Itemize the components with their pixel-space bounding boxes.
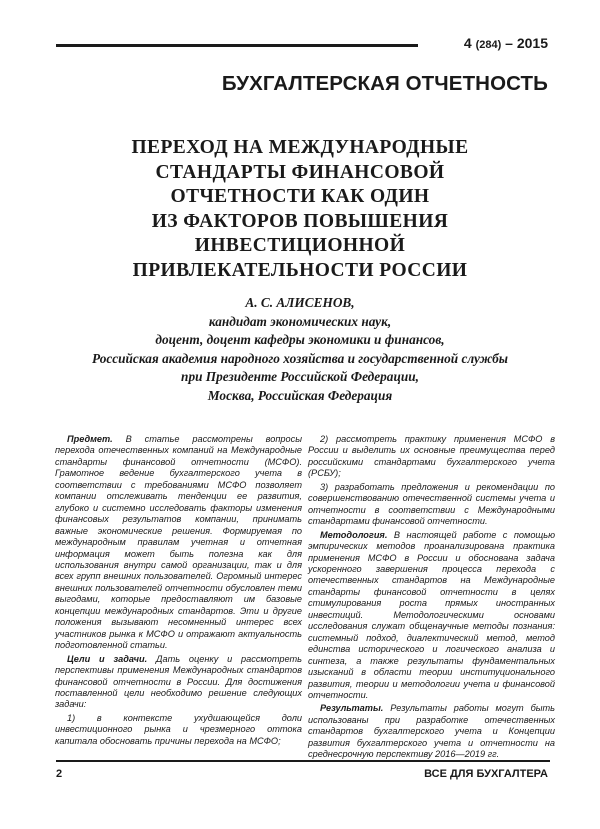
author-block — [40, 294, 560, 405]
title-line: ОТЧЕТНОСТИ КАК ОДИН — [170, 186, 430, 207]
results-label: Результаты. — [320, 703, 384, 714]
article-title — [80, 136, 520, 283]
author-name: А. С. АЛИСЕНОВ, — [245, 295, 355, 310]
author-affiliation: при Президенте Российской Федерации, — [181, 369, 419, 384]
goals-label: Цели и задачи. — [67, 653, 148, 664]
abstract-right-column — [308, 434, 555, 763]
title-line: ИЗ ФАКТОРОВ ПОВЫШЕНИЯ — [151, 210, 449, 232]
abstract-methodology: Методология. В настоящей работе с помощью эмпирических методов проанализирована практика применения МСФО в России и обоснована задача ускоренного завершения процесса перехода с отечественных стандартов на Международные стандарты финансовой отчетности в целях стимулирования роста прямых иностранных инвестиций. Методологическими основами исследования служат общенаучные методы познания: системный подход, диалектический метод, метод единства исторического и логического анализа и синтеза, а также результаты фундаментальных изысканий в области теории институционального развития, теории и методологии учета и финансовой отчетности. — [308, 529, 555, 700]
goals-item: 1) в контексте ухудшающейся доли инвестиционного рынка и чрезмерного оттока капитала обосновать причины перехода на МСФО; — [55, 712, 302, 746]
page-number: 2 — [56, 768, 63, 780]
abstract-left-column — [55, 434, 302, 749]
author-position: доцент, доцент кафедры экономики и финансов, — [155, 332, 445, 347]
journal-name: ВСЕ ДЛЯ БУХГАЛТЕРА — [424, 768, 548, 780]
section-title: БУХГАЛТЕРСКАЯ ОТЧЕТНОСТЬ — [221, 72, 548, 95]
author-affiliation: Российская академия народного хозяйства и государственной службы — [92, 350, 508, 366]
goals-item: 2) рассмотреть практику применения МСФО в России и выделить их основные преимущества перед российскими стандартами бухгалтерского учета (РСБУ); — [308, 434, 555, 479]
abstract-subject: Предмет. В статье рассмотрены вопросы перехода отечественных компаний на Международные стандарты финансовой отчетности (МСФО). Грамотное ведение бухгалтерского учета в соответствии с требованиями МСФО позволяет компании отслеживать тенденции ее развития, глубоко и системно исследовать факторы изменения финансовых результатов компании, принимать важные экономические решения. Формируемая по международным правилам учетная и отчетная информация может быть полезна как для использования внутри самой организации, так и для всех групп внешних пользователей. Огромный интерес внешних пользователей отчетности обусловлен теми выгодами, которые предоставляют им базовые концепции международных стандартов. Эти и другие положения вызывают несомненный интерес всех участников рынка к МСФО и отражают актуальность подготовленной статьи. — [55, 434, 302, 651]
goals-item: 3) разработать предложения и рекомендации по совершенствованию отечественной системы учета и отчетности в соответствии с Международными стандартами финансовой отчетности. — [308, 481, 555, 527]
header-rule — [56, 44, 418, 47]
title-line: ИНВЕСТИЦИОННОЙ — [194, 235, 406, 256]
title-line: ПЕРЕХОД НА МЕЖДУНАРОДНЫЕ — [131, 137, 469, 158]
abstract-goals: Цели и задачи. Дать оценку и рассмотреть перспективы применения Международных стандартов финансовой отчетности в России. Для достижения поставленной цели необходимо решение следующих задачи: — [55, 653, 302, 710]
footer-rule — [56, 760, 550, 762]
abstract-results: Результаты. Результаты работы могут быть использованы при разработке отечественных стандартов бухгалтерского учета и Концепции развития бухгалтерского учета и отчетности на среднесрочную перспективу 2016—2019 гг. — [308, 703, 555, 760]
title-line: ПРИВЛЕКАТЕЛЬНОСТИ РОССИИ — [132, 259, 468, 281]
author-degree: кандидат экономических наук, — [208, 313, 392, 329]
issue-number: 4 (284) – 2015 — [463, 35, 548, 51]
methodology-label: Методология. — [320, 529, 388, 540]
author-location: Москва, Российская Федерация — [207, 387, 393, 403]
title-line: СТАНДАРТЫ ФИНАНСОВОЙ — [155, 161, 445, 183]
subject-label: Предмет. — [67, 434, 113, 444]
